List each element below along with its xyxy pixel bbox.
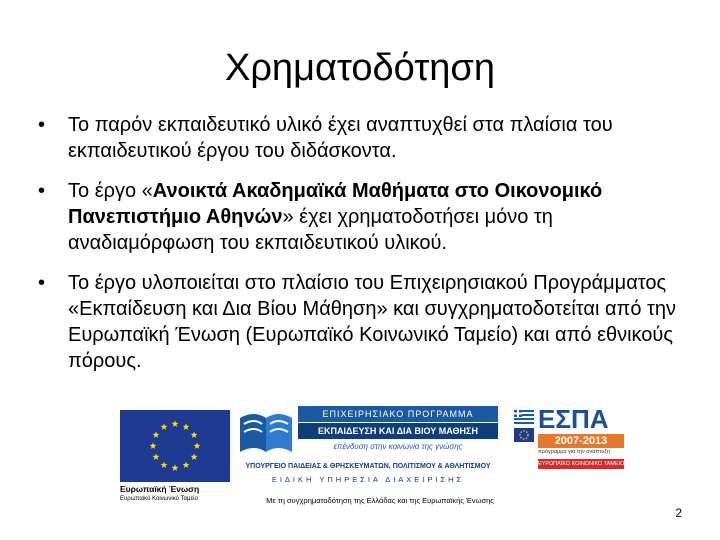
page-number: 2 [675,506,682,520]
eu-stars [120,410,230,482]
eu-star-icon [153,453,160,460]
espa-subtitle: πρόγραμμα για την ανάπτυξη [538,449,610,455]
cofinance-text: Με τη συγχρηματοδότηση της Ελλάδας και της Ευρωπαϊκής Ένωσης [266,496,494,505]
bullet-text-part: Το έργο « [68,180,153,202]
bullet-item-2 [32,178,692,256]
espa-fund: ΕΥΡΩΠΑΪΚΟ ΚΟΙΝΩΝΙΚΟ ΤΑΜΕΙΟ [538,461,624,467]
eu-star-icon [191,453,198,460]
bullet-text: Το έργο υλοποιείται στο πλαίσιο του Επιχειρησιακού Προγράμματος «Εκπαίδευση και Δια Βίου Μάθηση» και συγχρηματοδοτείται από την Ευρωπαϊκή Ένωση (Ευρωπαϊκό Κοινωνικό Ταμείο) και από εθνικούς πόρους. [68,272,677,372]
project-name: Ανοικτά Ακαδημαϊκά Μαθήματα στο Οικονομικό Πανεπιστήμιο Αθηνών [68,180,603,228]
book-icon [236,408,296,456]
espa-mark-icon [512,406,536,446]
management-authority: ΕΙΔΙΚΗ ΥΠΗΡΕΣΙΑ ΔΙΑΧΕΙΡΙΣΗΣ [271,475,465,484]
eu-star-icon [183,423,190,430]
bullet-dot: • [38,272,46,294]
bullet-text: Το παρόν εκπαιδευτικό υλικό έχει αναπτυχθεί στα πλαίσια του εκπαιδευτικού έργου του διδάσκοντα. [68,114,613,162]
eu-star-icon [153,431,160,438]
espa-years: 2007-2013 [538,434,624,448]
eu-star-icon [194,442,201,449]
funding-logos [112,404,632,512]
slide-title: Χρηματοδότηση [224,47,496,89]
espa-logo [508,404,628,474]
eu-caption: Ευρωπαϊκή Ένωση [120,484,200,494]
eu-star-icon [191,431,198,438]
eu-star-icon [161,423,168,430]
bullet-item-1 [32,112,692,164]
espa-wordmark: ΕΣΠΑ [538,404,609,434]
eu-star-icon [183,461,190,468]
programme-logo [236,406,500,496]
eu-flag-icon [120,410,230,482]
programme-name: ΕΚΠΑΙΔΕΥΣΗ ΚΑΙ ΔΙΑ ΒΙΟΥ ΜΑΘΗΣΗ [298,423,498,439]
bullet-dot: • [38,180,46,202]
eu-star-icon [172,464,179,471]
programme-title: ΕΠΙΧΕΙΡΗΣΙΑΚΟ ΠΡΟΓΡΑΜΜΑ [298,406,498,422]
eu-sub-caption: Ευρωπαϊκό Κοινωνικό Ταμείο [120,496,198,502]
bullet-list [32,112,692,388]
bullet-dot: • [38,114,46,136]
eu-star-icon [161,461,168,468]
eu-star-icon [150,442,157,449]
ministry-name: ΥΠΟΥΡΓΕΙΟ ΠΑΙΔΕΙΑΣ & ΘΡΗΣΚΕΥΜΑΤΩΝ, ΠΟΛΙΤΙΣΜΟΥ & ΑΘΛΗΤΙΣΜΟΥ [245,463,491,470]
bullet-item-3 [32,270,692,374]
programme-slogan: επένδυση στην κοινωνία της γνώσης [333,442,463,451]
eu-star-icon [172,420,179,427]
bullet-text-part: » έχει χρηματοδοτήσει μόνο τη αναδιαμόρφωση του εκπαιδευτικού υλικού. [68,206,553,254]
eu-logo [120,410,232,506]
